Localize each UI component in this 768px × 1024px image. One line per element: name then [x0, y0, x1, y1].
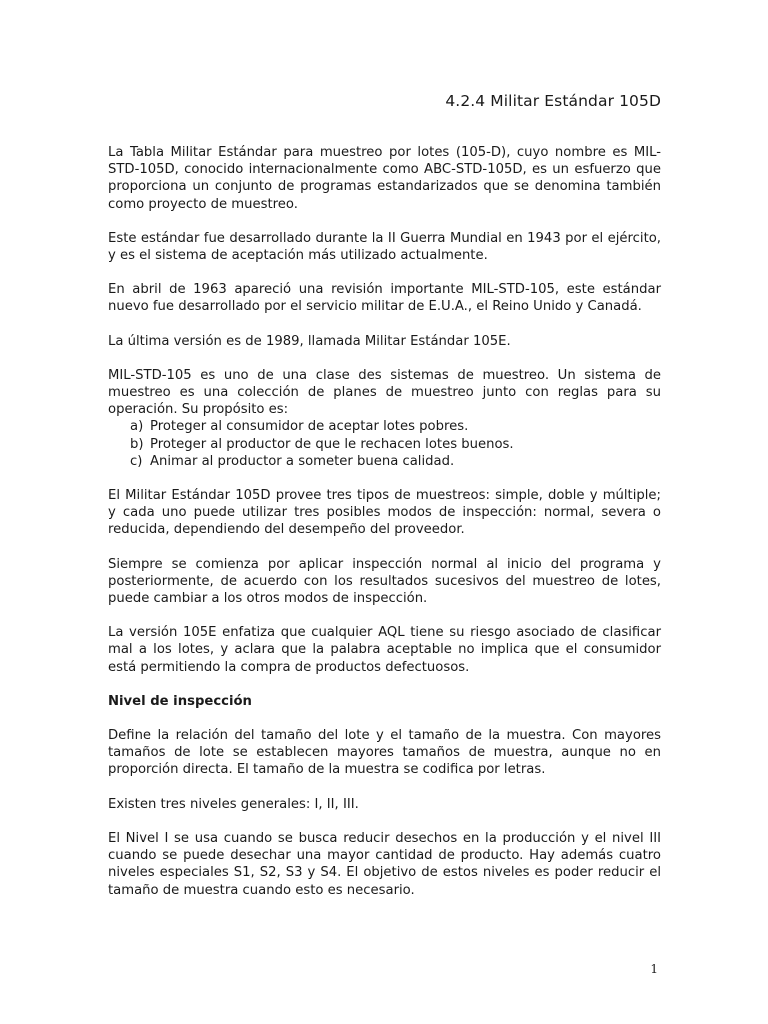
paragraph-lot-size: Define la relación del tamaño del lote y el tamaño de la muestra. Con mayores tamaños de lote se establecen mayores tamaños de muestra, aunque no en proporción directa. El tamaño de la muestra se codifica por letras. — [108, 728, 661, 778]
paragraph-sampling-types: El Militar Estándar 105D provee tres tipos de muestreos: simple, doble y múltiple; y cada uno puede utilizar tres posibles modos de inspección: normal, severa o reducida, dependiendo del desempeño del proveedor. — [108, 488, 661, 538]
subheading-inspection-level: Nivel de inspección — [108, 693, 252, 709]
section-heading: 4.2.4 Militar Estándar 105D — [445, 92, 661, 110]
list-marker: a) — [130, 419, 144, 435]
list-item — [130, 418, 661, 435]
paragraph-history: Este estándar fue desarrollado durante la II Guerra Mundial en 1943 por el ejército, y es el sistema de aceptación más utilizado actualmente. — [108, 230, 661, 264]
list-item-text: Proteger al consumidor de aceptar lotes pobres. — [150, 419, 469, 435]
document-page — [108, 92, 661, 916]
list-marker: c) — [130, 453, 143, 469]
paragraph-purpose: MIL-STD-105 es uno de una clase des sistemas de muestreo. Un sistema de muestreo es una colección de planes de muestreo junto con reglas para su operación. Su propósito es: — [108, 367, 661, 418]
list-item-text: Animar al productor a someter buena calidad. — [150, 453, 455, 469]
list-item-text: Proteger al productor de que le rechacen lotes buenos. — [150, 436, 514, 452]
list-marker: b) — [130, 436, 144, 452]
list-item — [130, 453, 661, 470]
paragraph-latest-version: La última versión es de 1989, llamada Militar Estándar 105E. — [108, 333, 511, 349]
paragraph-special-levels: El Nivel I se usa cuando se busca reducir desechos en la producción y el nivel III cuando se puede desechar una mayor cantidad de producto. Hay además cuatro niveles especiales S1, S2, S3 y S4. El objetivo de estos niveles es poder reducir el tamaño de muestra cuando esto es necesario. — [108, 830, 661, 898]
purpose-list — [108, 418, 661, 470]
paragraph-general-levels: Existen tres niveles generales: I, II, III. — [108, 796, 359, 812]
paragraph-intro: La Tabla Militar Estándar para muestreo por lotes (105-D), cuyo nombre es MIL-STD-105D, conocido internacionalmente como ABC-STD-105D, es un esfuerzo que proporciona un conjunto de programas estandarizados que se denomina también como proyecto de muestreo. — [108, 145, 661, 212]
paragraph-normal-inspection: Siempre se comienza por aplicar inspección normal al inicio del programa y posteriormente, de acuerdo con los resultados sucesivos del muestreo de lotes, puede cambiar a los otros modos de inspección. — [108, 556, 661, 607]
page-number: 1 — [650, 962, 658, 976]
paragraph-revision: En abril de 1963 apareció una revisión importante MIL-STD-105, este estándar nuevo fue desarrollado por el servicio militar de E.U.A., el Reino Unido y Canadá. — [108, 282, 661, 315]
paragraph-aql: La versión 105E enfatiza que cualquier AQL tiene su riesgo asociado de clasificar mal a los lotes, y aclara que la palabra aceptable no implica que el consumidor está permitiendo la compra de productos defectuosos. — [108, 625, 661, 675]
list-item — [130, 436, 661, 453]
